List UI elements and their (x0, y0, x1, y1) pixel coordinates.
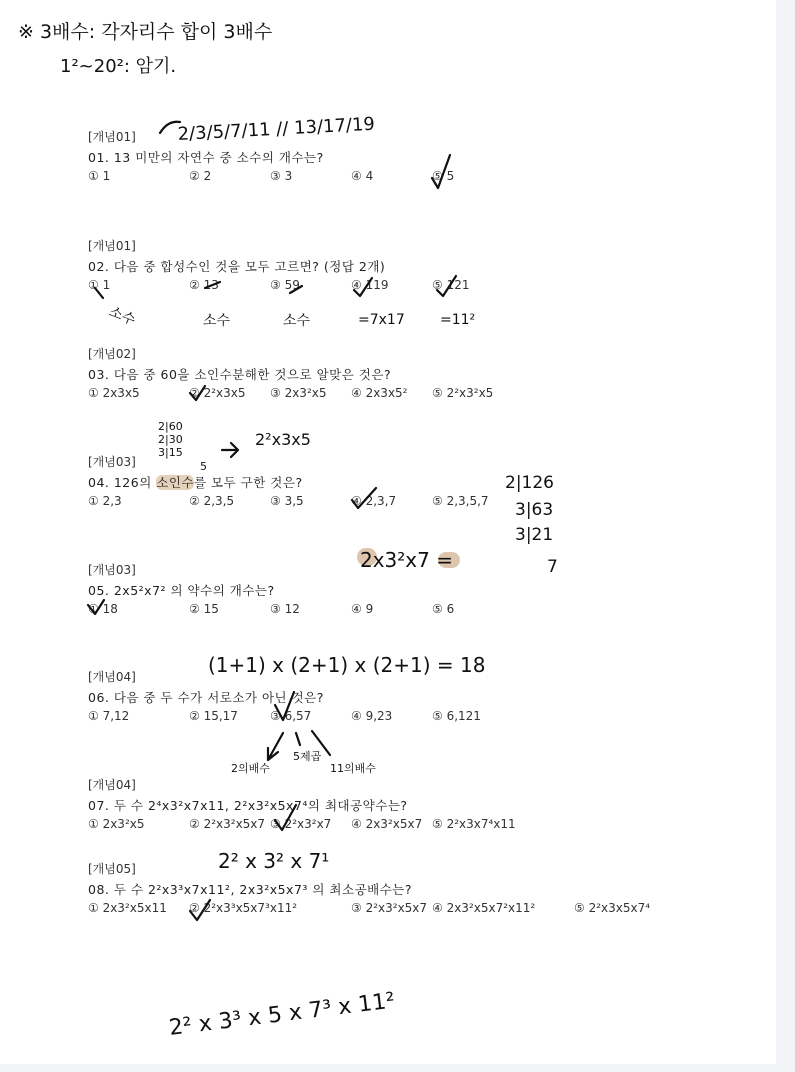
option-3[interactable]: ③ 3,5 (270, 494, 304, 508)
option-2[interactable]: ② 2²x3³x5x7³x11² (189, 901, 298, 915)
option-1[interactable]: ① 2x3x5 (88, 386, 140, 400)
option-4[interactable]: ④ 2x3x5² (351, 386, 408, 400)
q3-result: 2²x3x5 (255, 430, 311, 449)
q4-division-2: 3|63 (515, 500, 554, 520)
concept-label: [개념04] (88, 670, 136, 684)
highlighter-blot (357, 548, 377, 566)
question-stem: 05. 2x5²x7² 의 약수의 개수는? (88, 583, 275, 598)
option-4[interactable]: ④ 2,3,7 (351, 494, 397, 508)
q3-work-1: 2|60 (158, 420, 183, 433)
question-stem (88, 472, 768, 494)
option-1[interactable]: ① 1 (88, 169, 111, 183)
question-4 (88, 452, 768, 514)
concept-label: [개념04] (88, 778, 136, 792)
answer-options (88, 494, 768, 514)
option-5[interactable]: ⑤ 121 (432, 278, 470, 292)
bottom-bar (0, 1064, 795, 1072)
option-2[interactable]: ② 2,3,5 (189, 494, 235, 508)
q4-result: 2x3²x7 = (360, 548, 453, 572)
option-1[interactable]: ① 1 (88, 278, 111, 292)
concept-label: [개념01] (88, 239, 136, 253)
q2-note-4: =7x17 (358, 312, 405, 328)
option-3[interactable]: ③ 59 (270, 278, 300, 292)
q3-work-4: 5 (200, 460, 207, 473)
arrow-icon (312, 731, 330, 755)
option-4[interactable]: ④ 119 (351, 278, 389, 292)
option-3[interactable]: ③ 6,57 (270, 709, 312, 723)
q2-note-3: 소수 (283, 313, 311, 329)
option-1[interactable]: ① 2x3²x5 (88, 817, 145, 831)
question-6 (88, 667, 768, 729)
q6-note-3: 11의배수 (330, 762, 376, 775)
note-line-2: 1²~20²: 암기. (60, 56, 177, 77)
option-3[interactable]: ③ 2²x3²x7 (270, 817, 332, 831)
option-2[interactable]: ② 2²x3x5 (189, 386, 246, 400)
option-1[interactable]: ① 7,12 (88, 709, 130, 723)
option-3[interactable]: ③ 2²x3²x5x7 (351, 901, 428, 915)
answer-options (88, 817, 768, 837)
q2-note-5: =11² (440, 312, 476, 328)
arrow-icon (296, 733, 300, 745)
option-5[interactable]: ⑤ 6,121 (432, 709, 481, 723)
concept-label: [개념01] (88, 130, 136, 144)
option-5[interactable]: ⑤ 2,3,5,7 (432, 494, 489, 508)
option-2[interactable]: ② 2²x3²x5x7 (189, 817, 266, 831)
q4-division-1: 2|126 (505, 473, 554, 493)
highlighted-word: 소인수 (156, 475, 194, 490)
q4-division-4: 7 (547, 557, 558, 577)
question-stem: 03. 다음 중 60을 소인수분해한 것으로 알맞은 것은? (88, 367, 392, 382)
option-1[interactable]: ① 2,3 (88, 494, 122, 508)
question-8 (88, 859, 768, 921)
q2-note-2: 소수 (203, 313, 231, 329)
q7-result: 2² x 3² x 7¹ (218, 849, 330, 873)
highlighter-blot (438, 552, 460, 568)
question-5 (88, 560, 768, 622)
answer-options (88, 386, 768, 406)
answer-options (88, 278, 768, 298)
answer-options (88, 169, 768, 189)
option-4[interactable]: ④ 2x3²x5x7 (351, 817, 423, 831)
option-5[interactable]: ⑤ 6 (432, 602, 455, 616)
option-2[interactable]: ② 15 (189, 602, 219, 616)
question-1 (88, 127, 768, 189)
option-2[interactable]: ② 2 (189, 169, 212, 183)
concept-label: [개념02] (88, 347, 136, 361)
option-5[interactable]: ⑤ 2²x3²x5 (432, 386, 494, 400)
q5-calc: (1+1) x (2+1) x (2+1) = 18 (208, 653, 486, 677)
option-4[interactable]: ④ 9,23 (351, 709, 393, 723)
option-3[interactable]: ③ 12 (270, 602, 300, 616)
answer-options (88, 602, 768, 622)
option-5[interactable]: ⑤ 2²x3x7⁴x11 (432, 817, 516, 831)
q3-work-2: 2|30 (158, 433, 183, 446)
option-3[interactable]: ③ 3 (270, 169, 293, 183)
option-5[interactable]: ⑤ 5 (432, 169, 455, 183)
stem-end: 를 모두 구한 것은? (194, 475, 303, 490)
concept-label: [개념03] (88, 563, 136, 577)
option-4[interactable]: ④ 4 (351, 169, 374, 183)
q3-work-3: 3|15 (158, 446, 183, 459)
arrow-icon (268, 733, 283, 760)
option-3[interactable]: ③ 2x3²x5 (270, 386, 327, 400)
q1-primes-note: 2/3/5/7/11 // 13/17/19 (177, 113, 376, 145)
question-stem: 02. 다음 중 합성수인 것을 모두 고르면? (정답 2개) (88, 259, 386, 274)
option-2[interactable]: ② 13 (189, 278, 219, 292)
option-2[interactable]: ② 15,17 (189, 709, 238, 723)
question-stem: 07. 두 수 2⁴x3²x7x11, 2²x3²x5x7⁴의 최대공약수는? (88, 798, 408, 813)
option-4[interactable]: ④ 2x3²x5x7²x11² (432, 901, 536, 915)
question-2 (88, 236, 768, 298)
answer-options (88, 709, 768, 729)
concept-label: [개념05] (88, 862, 136, 876)
scrollbar-track[interactable] (776, 0, 795, 1072)
concept-label: [개념03] (88, 455, 136, 469)
option-4[interactable]: ④ 9 (351, 602, 374, 616)
answer-options (88, 901, 768, 921)
q2-note-1: 소수 (106, 303, 138, 329)
q6-note-1: 2의배수 (231, 762, 270, 775)
option-5[interactable]: ⑤ 2²x3x5x7⁴ (574, 901, 651, 915)
question-7 (88, 775, 768, 837)
q8-result: 2² x 3³ x 5 x 7³ x 11² (167, 988, 397, 1041)
q4-division-3: 3|21 (515, 525, 554, 545)
option-1[interactable]: ① 2x3²x5x11 (88, 901, 167, 915)
question-stem: 06. 다음 중 두 수가 서로소가 아닌 것은? (88, 690, 324, 705)
q6-note-2: 5제곱 (293, 750, 322, 763)
question-stem: 08. 두 수 2²x3³x7x11², 2x3²x5x7³ 의 최소공배수는? (88, 882, 413, 897)
stem-start: 04. 126의 (88, 475, 157, 490)
question-stem: 01. 13 미만의 자연수 중 소수의 개수는? (88, 150, 324, 165)
note-line-1: ※ 3배수: 각자리수 합이 3배수 (18, 21, 273, 43)
question-3 (88, 344, 768, 406)
option-1[interactable]: ① 18 (88, 602, 118, 616)
